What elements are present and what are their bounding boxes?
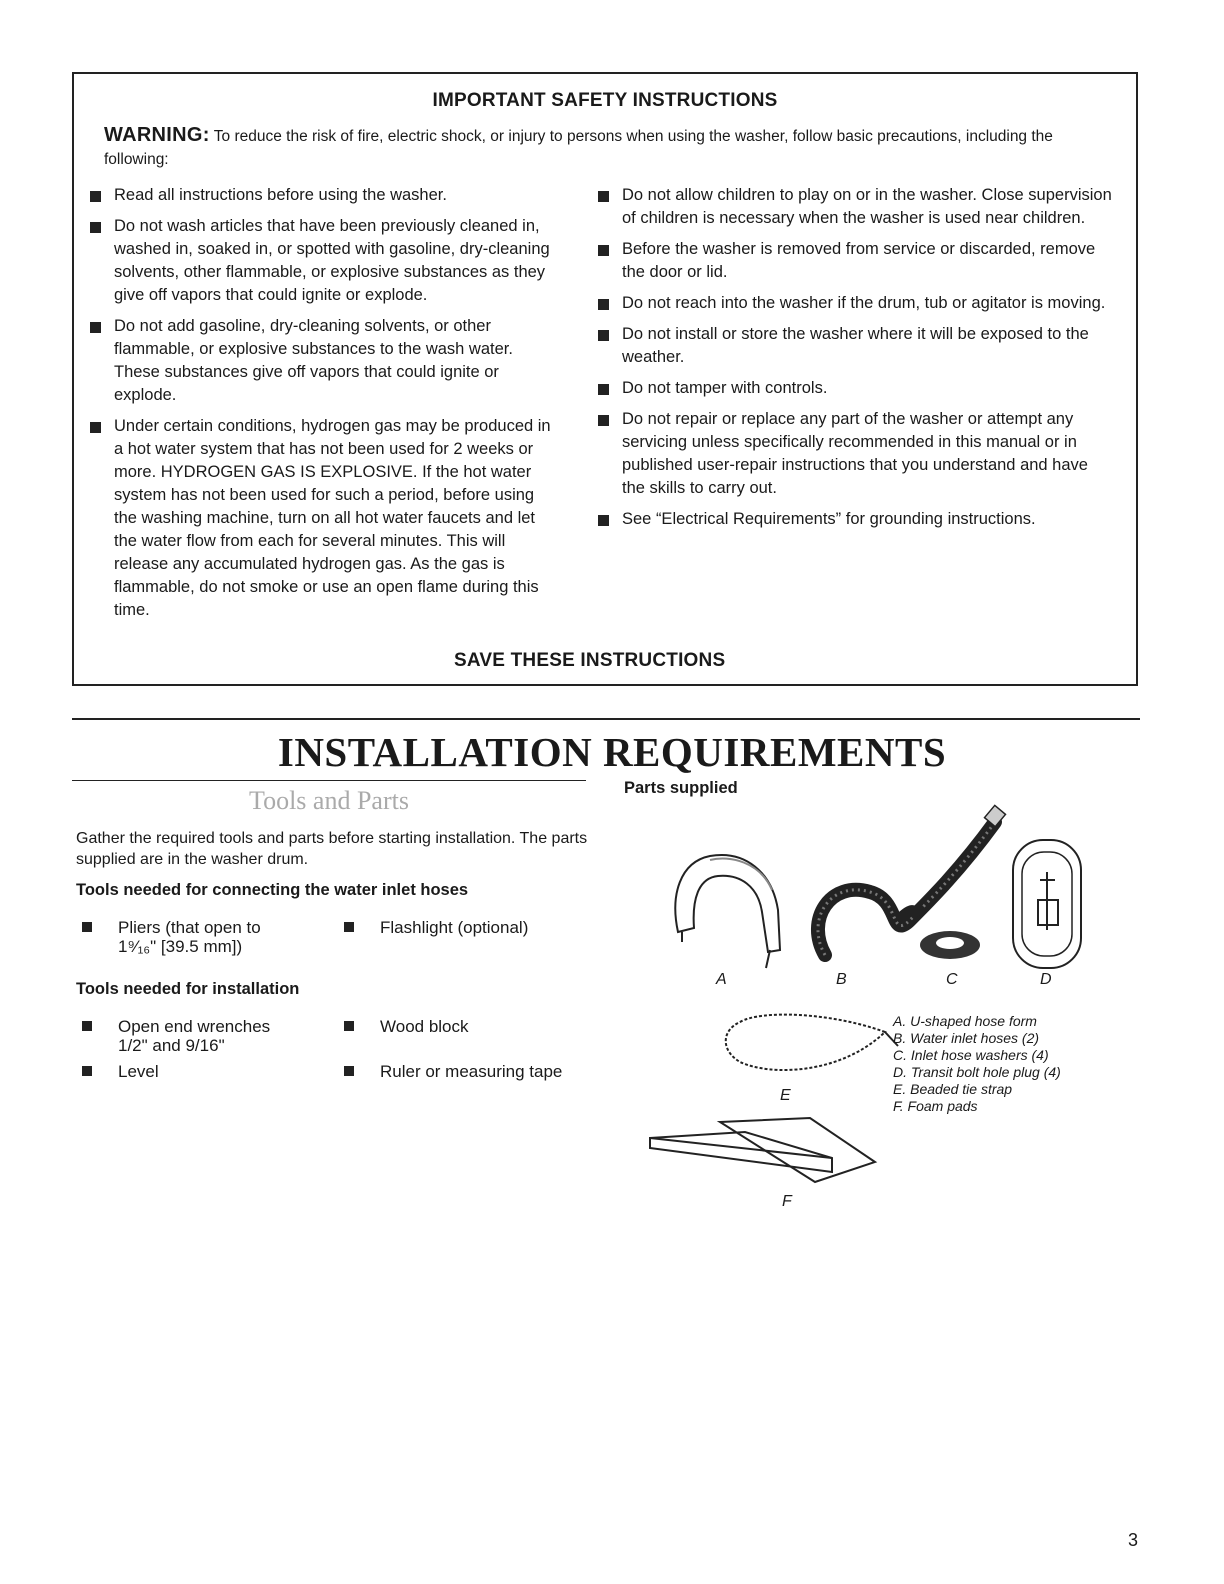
figure-letter-f: F <box>782 1193 792 1210</box>
subsection-divider <box>72 780 586 781</box>
legend-item: B. Water inlet hoses (2) <box>893 1030 1040 1046</box>
safety-item: Do not install or store the washer where it will be exposed to the weather. <box>594 323 1114 369</box>
tool-text: Open end wrenches <box>118 1017 271 1036</box>
safety-item: Do not tamper with controls. <box>594 377 1114 400</box>
bullet-square <box>344 922 354 932</box>
legend-item: A. U-shaped hose form <box>893 1013 1037 1029</box>
tool-item <box>118 918 261 956</box>
safety-title: IMPORTANT SAFETY INSTRUCTIONS <box>432 90 778 111</box>
safety-item: Before the washer is removed from service or discarded, remove the door or lid. <box>594 238 1114 284</box>
tool-text: Level <box>118 1062 159 1081</box>
section-divider <box>72 718 1140 720</box>
tool-text: Ruler or measuring tape <box>380 1062 563 1081</box>
parts-supplied-title: Parts supplied <box>624 779 738 797</box>
inlet-hose-icon <box>818 805 1006 955</box>
bullet-square <box>82 1021 92 1031</box>
bullet-square <box>82 922 92 932</box>
safety-list-right <box>594 184 1114 539</box>
parts-illustration <box>600 800 1100 1220</box>
warning-text: To reduce the risk of fire, electric shock, or injury to persons when using the washer, follow basic precautions, including the following: <box>104 128 1053 168</box>
tool-item <box>118 1017 270 1055</box>
safety-item: Do not repair or replace any part of the washer or attempt any servicing unless specifically recommended in this manual or in published user-repair instructions that you understand and have the skills to carry out. <box>594 408 1114 500</box>
legend-item: F. Foam pads <box>893 1098 978 1114</box>
tie-strap-icon <box>726 1015 898 1070</box>
intro-paragraph: Gather the required tools and parts before starting installation. The parts supplied are in the washer drum. <box>76 830 588 868</box>
figure-letter-c: C <box>946 971 958 988</box>
warning-paragraph <box>104 124 1106 171</box>
tool-text: Pliers (that open to <box>118 918 261 937</box>
safety-item: Do not reach into the washer if the drum, tub or agitator is moving. <box>594 292 1114 315</box>
tool-text: Flashlight (optional) <box>380 918 529 937</box>
tool-text: 1⁹⁄₁₆" [39.5 mm]) <box>118 937 243 956</box>
tool-item <box>380 918 528 937</box>
safety-instructions-box <box>72 72 1138 686</box>
hose-washer-icon <box>920 931 980 959</box>
bullet-square <box>82 1066 92 1076</box>
foam-pads-icon <box>650 1118 875 1182</box>
figure-letter-a: A <box>716 971 727 988</box>
tool-item <box>118 1062 159 1081</box>
tool-item <box>380 1062 562 1081</box>
legend-item: C. Inlet hose washers (4) <box>893 1047 1049 1063</box>
safety-item: Read all instructions before using the washer. <box>86 184 556 207</box>
page-number: 3 <box>1128 1530 1139 1550</box>
bullet-square <box>344 1066 354 1076</box>
figure-letter-d: D <box>1040 971 1052 988</box>
safety-list-left <box>86 184 556 630</box>
figure-letter-e: E <box>780 1087 791 1104</box>
installation-title: INSTALLATION REQUIREMENTS <box>277 729 947 775</box>
tools-parts-title: Tools and Parts <box>249 786 409 815</box>
tool-text: Wood block <box>380 1017 469 1036</box>
tool-text: 1/2" and 9/16" <box>118 1036 225 1055</box>
parts-legend <box>893 1013 1061 1115</box>
safety-item: See “Electrical Requirements” for grounding instructions. <box>594 508 1114 531</box>
hoses-tools-heading: Tools needed for connecting the water inlet hoses <box>76 881 469 899</box>
legend-item: D. Transit bolt hole plug (4) <box>893 1064 1061 1080</box>
bullet-square <box>344 1021 354 1031</box>
tool-item <box>380 1017 469 1036</box>
install-tools-heading: Tools needed for installation <box>76 980 300 998</box>
safety-item: Under certain conditions, hydrogen gas may be produced in a hot water system that has not been used for 2 weeks or more. HYDROGEN GAS IS EXPLOSIVE. If the hot water system has not been used for such a period, before using the washing machine, turn on all hot water faucets and let the water flow from each for several minutes. This will release any accumulated hydrogen gas. As the gas is flammable, do not smoke or use an open flame during this time. <box>86 415 556 622</box>
safety-item: Do not allow children to play on or in the washer. Close supervision of children is necessary when the washer is used near children. <box>594 184 1114 230</box>
safety-item: Do not add gasoline, dry-cleaning solvents, or other flammable, or explosive substances to the wash water. These substances give off vapors that could ignite or explode. <box>86 315 556 407</box>
warning-word: WARNING: <box>104 124 210 146</box>
hose-form-icon <box>675 855 780 968</box>
hole-plug-icon <box>1013 840 1081 968</box>
safety-item: Do not wash articles that have been previously cleaned in, washed in, soaked in, or spotted with gasoline, dry-cleaning solvents, other flammable, or explosive substances as they give off vapors that could ignite or explode. <box>86 215 556 307</box>
legend-item: E. Beaded tie strap <box>893 1081 1013 1097</box>
figure-letter-b: B <box>836 971 847 988</box>
save-instructions-title: SAVE THESE INSTRUCTIONS <box>454 650 726 671</box>
